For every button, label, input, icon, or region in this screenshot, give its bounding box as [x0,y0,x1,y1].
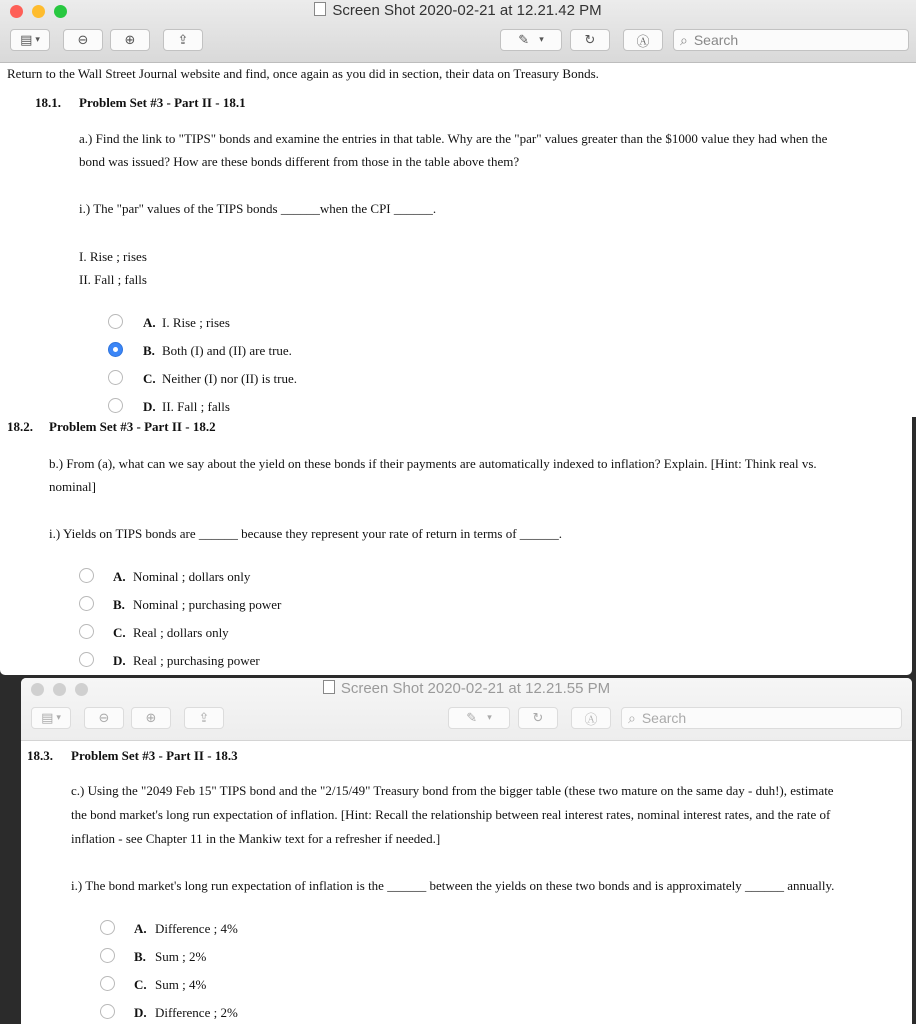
question-text: nominal] [49,479,96,494]
question-number: 18.3. [27,748,53,763]
zoom-out-button[interactable] [63,29,103,51]
search-placeholder: Search [641,710,687,726]
rotate-button[interactable] [570,29,610,51]
sidebar-button[interactable] [31,707,71,729]
radio-choice-d[interactable] [79,652,94,667]
markup-pen-icon: ✎ [466,710,478,726]
zoom-in-button[interactable] [131,707,171,729]
chevron-down-icon: ▾ [487,713,492,723]
question-text: b.) From (a), what can we say about the yield on these bonds if their payments are automatically indexed to inflation? Explain. [Hint: Think real vs. [49,456,817,471]
choice-letter: B. [113,597,125,612]
radio-choice-b[interactable] [79,596,94,611]
question-text: bond was issued? How are these bonds different from those in the table above them? [79,154,520,169]
question-title: Problem Set #3 - Part II - 18.3 [71,748,238,763]
choice-letter: A. [143,315,156,330]
radio-choice-a[interactable] [108,314,123,329]
choice-letter: A. [113,569,126,584]
question-number: 18.2. [7,419,33,434]
choice-label[interactable]: Nominal ; purchasing power [133,597,282,612]
radio-choice-a[interactable] [100,920,115,935]
zoom-out-button[interactable] [84,707,124,729]
share-icon: ⇪ [198,710,210,726]
choice-letter: C. [143,371,156,386]
document-icon [323,680,335,694]
blank-statement: i.) The "par" values of the TIPS bonds ______when the CPI ______. [79,201,437,216]
preview-window-2 [0,417,912,675]
search-field[interactable] [673,29,909,51]
annotate-icon: Ⓐ [584,712,598,728]
question-title: Problem Set #3 - Part II - 18.2 [49,419,216,434]
titlebar-3 [21,678,912,741]
choice-letter: D. [134,1005,147,1020]
choice-label[interactable]: Real ; dollars only [133,625,229,640]
question-text: inflation - see Chapter 11 in the Mankiw text for a refresher if needed.] [71,831,441,846]
question-number: 18.1. [35,95,61,110]
radio-choice-b-selected[interactable] [108,342,123,357]
search-icon: ⌕ [680,31,688,48]
radio-choice-b[interactable] [100,948,115,963]
markup-button[interactable] [500,29,562,51]
question-text: the bond market's long run expectation of inflation. [Hint: Recall the relationship between real interest rates, nominal interest rates, and the rate of [71,807,831,822]
choice-label[interactable]: II. Fall ; falls [162,399,230,414]
zoom-in-icon: ⊕ [145,710,157,726]
radio-choice-c[interactable] [108,370,123,385]
chevron-down-icon: ▾ [35,35,40,45]
question-text: c.) Using the "2049 Feb 15" TIPS bond and the "2/15/49" Treasury bond from the bigger table (these two mature on the same day - duh!), estimate [71,783,834,798]
markup-button[interactable] [448,707,510,729]
preview-window-3 [21,678,912,1024]
zoom-in-icon: ⊕ [124,32,136,48]
radio-choice-d[interactable] [100,1004,115,1019]
sidebar-icon: ▤ [41,710,54,726]
search-field[interactable] [621,707,902,729]
choice-label[interactable]: Sum ; 2% [155,949,207,964]
option-statement: I. Rise ; rises [79,249,147,264]
chevron-down-icon: ▾ [539,35,544,45]
rotate-icon: ↻ [532,710,544,726]
titlebar-1 [0,0,916,63]
chevron-down-icon: ▾ [56,713,61,723]
choice-letter: D. [113,653,126,668]
annotate-button[interactable] [571,707,611,729]
radio-choice-d[interactable] [108,398,123,413]
question-text: a.) Find the link to "TIPS" bonds and examine the entries in that table. Why are the "par" values greater than the $1000 value they had when the [79,131,828,146]
blank-statement: i.) The bond market's long run expectation of inflation is the ______ between the yields on these two bonds and is approximately ______ annually. [71,878,835,893]
choice-label[interactable]: Sum ; 4% [155,977,207,992]
intro-text: Return to the Wall Street Journal website and find, once again as you did in section, their data on Treasury Bonds. [7,66,599,81]
share-button[interactable] [184,707,224,729]
radio-choice-a[interactable] [79,568,94,583]
preview-window-1 [0,0,916,417]
blank-statement: i.) Yields on TIPS bonds are ______ because they represent your rate of return in terms of ______. [49,526,563,541]
radio-choice-c[interactable] [100,976,115,991]
choice-label[interactable]: Difference ; 4% [155,921,238,936]
document-icon [314,2,326,16]
zoom-out-icon: ⊖ [77,32,89,48]
page-content-1 [0,63,916,417]
choice-letter: B. [143,343,155,358]
zoom-out-icon: ⊖ [98,710,110,726]
choice-label[interactable]: Difference ; 2% [155,1005,238,1020]
page-content-3 [21,741,912,1024]
share-button[interactable] [163,29,203,51]
window-title: Screen Shot 2020-02-21 at 12.21.42 PM [0,2,916,19]
choice-label[interactable]: Both (I) and (II) are true. [162,343,292,358]
window-title: Screen Shot 2020-02-21 at 12.21.55 PM [21,680,912,697]
annotate-button[interactable] [623,29,663,51]
choice-letter: D. [143,399,156,414]
choice-label[interactable]: I. Rise ; rises [162,315,230,330]
rotate-icon: ↻ [584,32,596,48]
search-icon: ⌕ [628,709,636,726]
choice-letter: C. [134,977,147,992]
sidebar-button[interactable] [10,29,50,51]
choice-label[interactable]: Real ; purchasing power [133,653,260,668]
choice-letter: A. [134,921,147,936]
question-title: Problem Set #3 - Part II - 18.1 [79,95,246,110]
share-icon: ⇪ [177,32,189,48]
annotate-icon: Ⓐ [636,34,650,50]
search-placeholder: Search [693,32,739,48]
markup-pen-icon: ✎ [518,32,530,48]
sidebar-icon: ▤ [20,32,33,48]
choice-label[interactable]: Nominal ; dollars only [133,569,251,584]
choice-letter: C. [113,625,126,640]
rotate-button[interactable] [518,707,558,729]
choice-label[interactable]: Neither (I) nor (II) is true. [162,371,297,386]
zoom-in-button[interactable] [110,29,150,51]
option-statement: II. Fall ; falls [79,272,147,287]
choice-letter: B. [134,949,146,964]
radio-choice-c[interactable] [79,624,94,639]
